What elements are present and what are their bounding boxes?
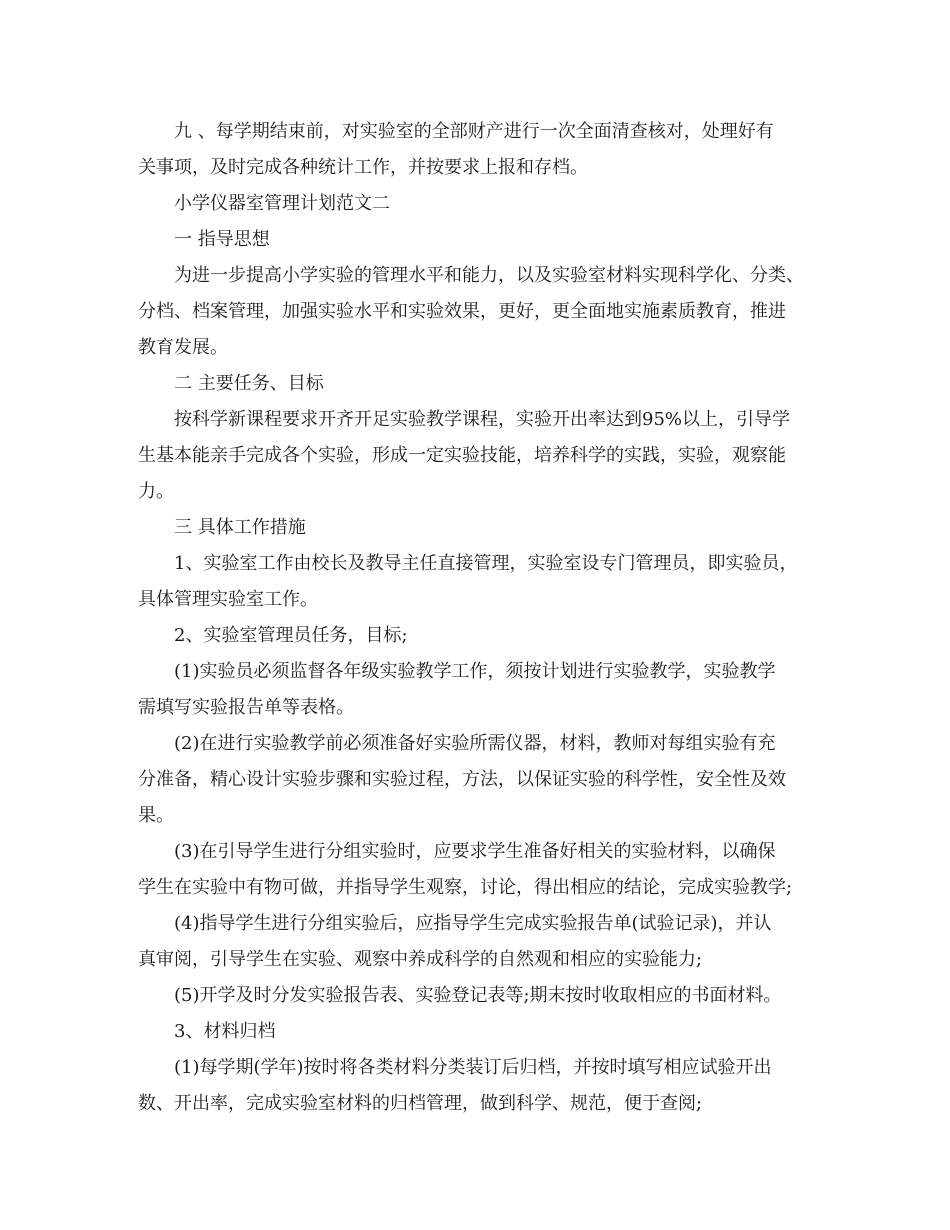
text-line: 三 具体工作措施 xyxy=(174,517,306,538)
text-line: 为进一步提高小学实验的管理水平和能力，以及实验室材料实现科学化、分类、 xyxy=(174,265,804,286)
text-line: 果。 xyxy=(138,805,174,826)
text-line: 真审阅，引导学生在实验、观察中养成科学的自然观和相应的实验能力; xyxy=(138,949,703,970)
document-body xyxy=(138,114,818,1122)
text-line: (3)在引导学生进行分组实验时，应要求学生准备好相关的实验材料，以确保 xyxy=(174,841,776,862)
text-line: (2)在进行实验教学前必须准备好实验所需仪器，材料，教师对每组实验有充 xyxy=(174,733,776,754)
text-line: 二 主要任务、目标 xyxy=(174,373,324,394)
text-line: 分档、档案管理，加强实验水平和实验效果，更好，更全面地实施素质教育，推进 xyxy=(138,301,786,322)
text-line: 分准备，精心设计实验步骤和实验过程，方法，以保证实验的科学性，安全性及效 xyxy=(138,769,786,790)
text-line: 一 指导思想 xyxy=(174,229,270,250)
text-line: 九 、每学期结束前，对实验室的全部财产进行一次全面清查核对，处理好有 xyxy=(174,121,774,142)
text-line: (1)实验员必须监督各年级实验教学工作，须按计划进行实验教学，实验教学 xyxy=(174,661,776,682)
text-line: 力。 xyxy=(138,481,174,502)
text-line: 需填写实验报告单等表格。 xyxy=(138,697,354,718)
text-line: 小学仪器室管理计划范文二 xyxy=(174,193,390,214)
text-line: (5)开学及时分发实验报告表、实验登记表等;期末按时收取相应的书面材料。 xyxy=(174,985,782,1006)
text-line: 3、材料归档 xyxy=(174,1021,276,1042)
text-line: 2、实验室管理员任务，目标; xyxy=(174,625,408,646)
text-line: (1)每学期(学年)按时将各类材料分类装订后归档，并按时填写相应试验开出 xyxy=(174,1057,772,1078)
text-line: 1、实验室工作由校长及教导主任直接管理，实验室设专门管理员，即实验员， xyxy=(174,553,798,574)
text-line: 具体管理实验室工作。 xyxy=(138,589,318,610)
text-line: 数、开出率，完成实验室材料的归档管理，做到科学、规范，便于查阅; xyxy=(138,1093,703,1114)
text-line: 按科学新课程要求开齐开足实验教学课程，实验开出率达到95%以上，引导学 xyxy=(174,409,791,430)
text-line: 教育发展。 xyxy=(138,337,228,358)
text-line: (4)指导学生进行分组实验后，应指导学生完成实验报告单(试验记录)，并认 xyxy=(174,913,772,934)
text-line: 生基本能亲手完成各个实验，形成一定实验技能，培养科学的实践，实验，观察能 xyxy=(138,445,786,466)
text-line: 关事项，及时完成各种统计工作，并按要求上报和存档。 xyxy=(138,157,588,178)
text-line: 学生在实验中有物可做，并指导学生观察，讨论，得出相应的结论，完成实验教学; xyxy=(138,877,793,898)
